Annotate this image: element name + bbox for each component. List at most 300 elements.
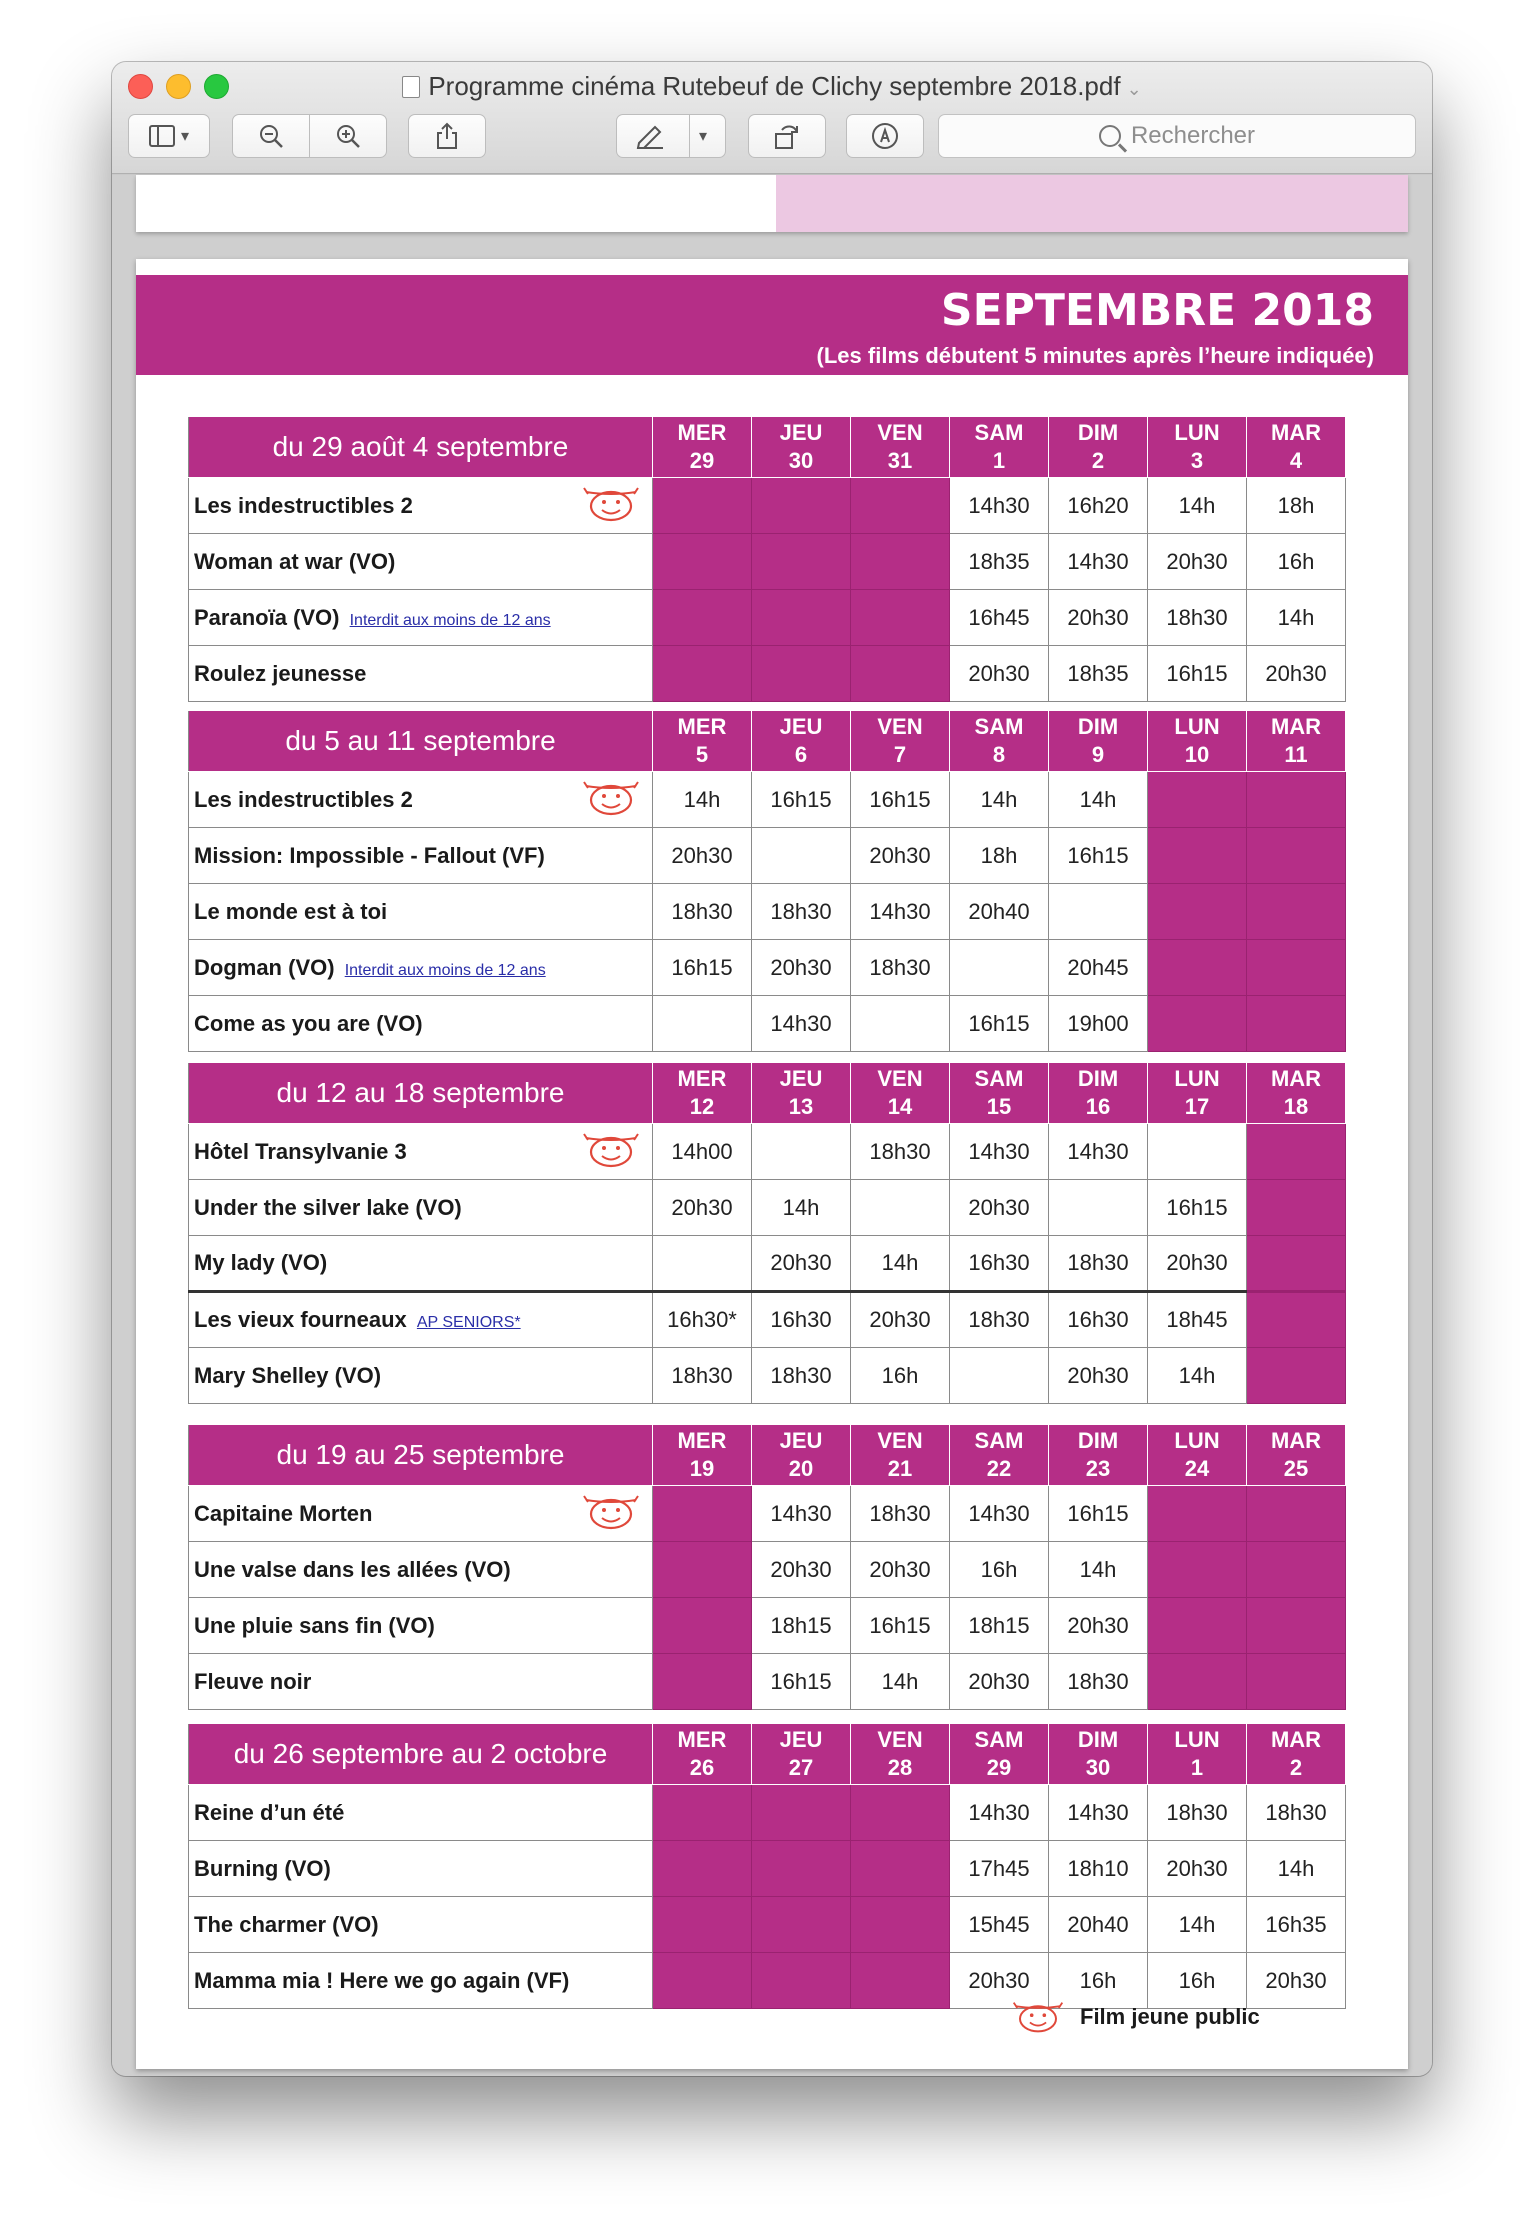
film-title: Une valse dans les allées (VO) bbox=[194, 1556, 511, 1582]
film-title-cell bbox=[189, 1897, 653, 1953]
showtime-cell bbox=[950, 940, 1049, 996]
showtime-cell bbox=[851, 996, 950, 1052]
film-title-cell bbox=[189, 1292, 653, 1348]
showtime-cell bbox=[1148, 772, 1247, 828]
showtime-cell bbox=[851, 1785, 950, 1841]
film-title: My lady (VO) bbox=[194, 1250, 328, 1275]
showtime-cell bbox=[1049, 884, 1148, 940]
day-header: MER 5 bbox=[653, 711, 752, 772]
day-header: SAM 1 bbox=[950, 417, 1049, 478]
showtime-cell: 18h30 bbox=[950, 1292, 1049, 1348]
day-header: MAR 18 bbox=[1247, 1063, 1346, 1124]
showtime-cell: 19h00 bbox=[1049, 996, 1148, 1052]
showtime-cell bbox=[752, 590, 851, 646]
week-label: du 12 au 18 septembre bbox=[189, 1063, 653, 1124]
showtime-cell: 20h30 bbox=[1148, 1236, 1247, 1292]
showtime-cell bbox=[653, 1654, 752, 1710]
film-title: Dogman (VO) bbox=[194, 954, 335, 980]
showtime-cell: 18h30 bbox=[653, 884, 752, 940]
film-title: Woman at war (VO) bbox=[194, 548, 396, 574]
showtime-cell bbox=[1247, 1124, 1346, 1180]
showtime-cell: 18h30 bbox=[1148, 590, 1247, 646]
legend bbox=[1010, 1999, 1260, 2035]
showtime-cell bbox=[752, 478, 851, 534]
film-title-cell bbox=[189, 1348, 653, 1404]
day-header: JEU 6 bbox=[752, 711, 851, 772]
film-title-cell bbox=[189, 1180, 653, 1236]
film-title: Roulez jeunesse bbox=[194, 660, 367, 686]
film-title-cell bbox=[189, 1785, 653, 1841]
showtime-cell: 16h15 bbox=[1148, 646, 1247, 702]
film-title-cell bbox=[189, 590, 653, 646]
showtime-cell bbox=[1148, 828, 1247, 884]
day-header: LUN 1 bbox=[1148, 1724, 1247, 1785]
day-header: SAM 22 bbox=[950, 1425, 1049, 1486]
showtime-cell bbox=[1247, 1292, 1346, 1348]
showtime-cell: 20h30 bbox=[1247, 646, 1346, 702]
film-title-cell bbox=[189, 1598, 653, 1654]
showtime-cell: 18h bbox=[950, 828, 1049, 884]
showtime-cell bbox=[1148, 1598, 1247, 1654]
film-title: Reine d’un été bbox=[194, 1799, 345, 1825]
zoom-in-button[interactable] bbox=[309, 114, 387, 158]
previous-page-band bbox=[776, 175, 1408, 232]
day-header: VEN 28 bbox=[851, 1724, 950, 1785]
showtime-cell bbox=[1148, 1654, 1247, 1710]
showtime-cell: 17h45 bbox=[950, 1841, 1049, 1897]
showtime-cell bbox=[851, 1180, 950, 1236]
showtime-cell: 16h bbox=[1247, 534, 1346, 590]
showtime-cell: 20h30 bbox=[950, 1953, 1049, 2009]
markup-button[interactable] bbox=[616, 114, 726, 158]
showtime-cell: 14h bbox=[1148, 1897, 1247, 1953]
film-title: Burning (VO) bbox=[194, 1855, 331, 1881]
showtime-cell: 16h15 bbox=[1049, 828, 1148, 884]
film-title-cell bbox=[189, 772, 653, 828]
showtime-cell bbox=[1148, 1542, 1247, 1598]
showtime-cell bbox=[851, 478, 950, 534]
showtime-cell: 14h bbox=[653, 772, 752, 828]
showtime-cell: 20h30 bbox=[1148, 1841, 1247, 1897]
week-table bbox=[188, 711, 1346, 1052]
showtime-cell bbox=[1049, 1180, 1148, 1236]
showtime-cell: 20h30 bbox=[1049, 1348, 1148, 1404]
showtime-cell bbox=[653, 1598, 752, 1654]
film-title: Paranoïa (VO) bbox=[194, 604, 340, 630]
showtime-cell: 14h30 bbox=[950, 1785, 1049, 1841]
film-row bbox=[189, 590, 1346, 646]
zoom-in-icon bbox=[335, 123, 361, 149]
showtime-cell bbox=[752, 1897, 851, 1953]
showtime-cell: 20h30 bbox=[950, 646, 1049, 702]
week-table bbox=[188, 1063, 1346, 1404]
showtime-cell bbox=[1148, 884, 1247, 940]
week-label: du 19 au 25 septembre bbox=[189, 1425, 653, 1486]
film-title: Capitaine Morten bbox=[194, 1500, 373, 1526]
film-note-link[interactable]: Interdit aux moins de 12 ans bbox=[344, 961, 546, 979]
showtime-cell: 20h30 bbox=[1049, 590, 1148, 646]
day-header: VEN 14 bbox=[851, 1063, 950, 1124]
preview-window bbox=[112, 62, 1432, 2076]
showtime-cell bbox=[950, 1348, 1049, 1404]
film-title-cell bbox=[189, 1542, 653, 1598]
showtime-cell: 14h bbox=[1148, 478, 1247, 534]
chevron-down-icon: ▾ bbox=[180, 128, 190, 145]
showtime-cell: 18h15 bbox=[950, 1598, 1049, 1654]
day-header: LUN 10 bbox=[1148, 711, 1247, 772]
window-title-text: Programme cinéma Rutebeuf de Clichy septembre 2018.pdf bbox=[428, 71, 1121, 101]
week-table bbox=[188, 1425, 1346, 1710]
showtime-cell: 14h30 bbox=[752, 996, 851, 1052]
film-title: Hôtel Transylvanie 3 bbox=[194, 1138, 407, 1164]
showtime-cell: 18h30 bbox=[752, 884, 851, 940]
showtime-cell bbox=[752, 1953, 851, 2009]
legend-label: Film jeune public bbox=[1080, 2004, 1260, 2029]
showtime-cell: 18h30 bbox=[752, 1348, 851, 1404]
day-header: JEU 30 bbox=[752, 417, 851, 478]
showtime-cell: 20h40 bbox=[950, 884, 1049, 940]
showtime-cell: 16h15 bbox=[950, 996, 1049, 1052]
day-header: DIM 9 bbox=[1049, 711, 1148, 772]
film-row bbox=[189, 1542, 1346, 1598]
showtime-cell: 20h45 bbox=[1049, 940, 1148, 996]
showtime-cell: 18h30 bbox=[653, 1348, 752, 1404]
showtime-cell: 14h bbox=[851, 1236, 950, 1292]
showtime-cell: 18h15 bbox=[752, 1598, 851, 1654]
film-title-cell bbox=[189, 1841, 653, 1897]
showtime-cell: 16h30 bbox=[752, 1292, 851, 1348]
zoom-out-icon bbox=[258, 123, 284, 149]
chevron-down-icon: ▾ bbox=[698, 128, 708, 145]
day-header: MER 26 bbox=[653, 1724, 752, 1785]
day-header: JEU 13 bbox=[752, 1063, 851, 1124]
film-title-cell bbox=[189, 940, 653, 996]
showtime-cell bbox=[653, 1486, 752, 1542]
chevron-down-icon[interactable]: ⌄ bbox=[1126, 79, 1142, 99]
day-header: JEU 20 bbox=[752, 1425, 851, 1486]
showtime-cell: 14h30 bbox=[950, 1486, 1049, 1542]
film-row bbox=[189, 1897, 1346, 1953]
day-header: VEN 7 bbox=[851, 711, 950, 772]
film-row bbox=[189, 1124, 1346, 1180]
showtime-cell: 14h bbox=[752, 1180, 851, 1236]
showtime-cell: 14h00 bbox=[653, 1124, 752, 1180]
showtime-cell: 15h45 bbox=[950, 1897, 1049, 1953]
day-header: MER 12 bbox=[653, 1063, 752, 1124]
showtime-cell: 16h bbox=[1148, 1953, 1247, 2009]
showtime-cell bbox=[851, 1953, 950, 2009]
showtime-cell: 14h bbox=[1247, 1841, 1346, 1897]
day-header: MAR 4 bbox=[1247, 417, 1346, 478]
kid-face-icon bbox=[580, 778, 642, 818]
showtime-cell: 16h45 bbox=[950, 590, 1049, 646]
showtime-cell bbox=[1247, 828, 1346, 884]
film-title: Fleuve noir bbox=[194, 1668, 312, 1694]
showtime-cell bbox=[653, 1897, 752, 1953]
film-row bbox=[189, 1598, 1346, 1654]
week-table bbox=[188, 417, 1346, 702]
showtime-cell: 18h10 bbox=[1049, 1841, 1148, 1897]
showtime-cell: 20h30 bbox=[950, 1180, 1049, 1236]
day-header: SAM 15 bbox=[950, 1063, 1049, 1124]
showtime-cell: 20h30 bbox=[950, 1654, 1049, 1710]
showtime-cell bbox=[851, 1897, 950, 1953]
showtime-cell bbox=[653, 1542, 752, 1598]
pdf-document-icon bbox=[402, 76, 420, 98]
showtime-cell: 16h15 bbox=[752, 772, 851, 828]
showtime-cell: 18h30 bbox=[1049, 1236, 1148, 1292]
showtime-cell bbox=[1247, 1542, 1346, 1598]
showtime-cell: 18h35 bbox=[950, 534, 1049, 590]
document-view[interactable] bbox=[112, 175, 1432, 2076]
showtime-cell: 16h15 bbox=[1049, 1486, 1148, 1542]
film-row bbox=[189, 1236, 1346, 1292]
showtime-cell bbox=[1247, 1348, 1346, 1404]
showtime-cell bbox=[1148, 1486, 1247, 1542]
film-title-cell bbox=[189, 884, 653, 940]
film-row bbox=[189, 1180, 1346, 1236]
sidebar-icon bbox=[149, 125, 175, 147]
month-title: SEPTEMBRE 2018 bbox=[940, 285, 1374, 336]
showtime-cell: 14h30 bbox=[950, 1124, 1049, 1180]
showtime-cell: 14h bbox=[851, 1654, 950, 1710]
film-row bbox=[189, 772, 1346, 828]
month-subtitle: (Les films débutent 5 minutes après l’heure indiquée) bbox=[816, 343, 1374, 368]
showtime-cell: 18h45 bbox=[1148, 1292, 1247, 1348]
showtime-cell bbox=[1247, 940, 1346, 996]
showtime-cell: 18h30 bbox=[851, 940, 950, 996]
showtime-cell bbox=[1247, 884, 1346, 940]
showtime-cell: 20h30 bbox=[752, 940, 851, 996]
film-row bbox=[189, 996, 1346, 1052]
showtime-cell: 20h30 bbox=[1247, 1953, 1346, 2009]
film-title: Mamma mia ! Here we go again (VF) bbox=[194, 1967, 570, 1993]
showtime-cell bbox=[653, 1236, 752, 1292]
day-header: MER 19 bbox=[653, 1425, 752, 1486]
day-header: VEN 21 bbox=[851, 1425, 950, 1486]
film-title-cell bbox=[189, 1486, 653, 1542]
showtime-cell: 14h30 bbox=[752, 1486, 851, 1542]
film-row bbox=[189, 884, 1346, 940]
showtime-cell: 16h bbox=[851, 1348, 950, 1404]
showtime-cell: 16h15 bbox=[851, 772, 950, 828]
kid-face-icon bbox=[1010, 1999, 1066, 2035]
showtime-cell bbox=[851, 646, 950, 702]
film-title: Mary Shelley (VO) bbox=[194, 1362, 382, 1388]
day-header: SAM 29 bbox=[950, 1724, 1049, 1785]
showtime-cell: 14h bbox=[1148, 1348, 1247, 1404]
film-title: Come as you are (VO) bbox=[194, 1010, 423, 1036]
showtime-cell bbox=[752, 828, 851, 884]
film-title-cell bbox=[189, 1953, 653, 2009]
film-row bbox=[189, 1654, 1346, 1710]
film-title-cell bbox=[189, 1124, 653, 1180]
share-icon bbox=[435, 122, 459, 150]
day-header: SAM 8 bbox=[950, 711, 1049, 772]
day-header: LUN 3 bbox=[1148, 417, 1247, 478]
showtime-cell bbox=[752, 1841, 851, 1897]
showtime-cell: 18h30 bbox=[851, 1486, 950, 1542]
showtime-cell bbox=[851, 534, 950, 590]
showtime-cell bbox=[1247, 1180, 1346, 1236]
search-icon bbox=[1099, 125, 1121, 147]
showtime-cell bbox=[1247, 1654, 1346, 1710]
film-row bbox=[189, 940, 1346, 996]
rotate-icon bbox=[772, 122, 802, 150]
showtime-cell bbox=[653, 478, 752, 534]
showtime-cell: 16h15 bbox=[752, 1654, 851, 1710]
film-row bbox=[189, 1292, 1346, 1348]
film-title-cell bbox=[189, 646, 653, 702]
previous-page bbox=[136, 175, 1408, 232]
showtime-cell bbox=[752, 646, 851, 702]
showtime-cell: 14h bbox=[950, 772, 1049, 828]
sidebar-button[interactable] bbox=[128, 114, 210, 158]
showtime-cell bbox=[653, 1841, 752, 1897]
showtime-cell: 20h30 bbox=[851, 1292, 950, 1348]
showtime-cell bbox=[653, 590, 752, 646]
showtime-cell bbox=[1148, 1124, 1247, 1180]
showtime-cell bbox=[752, 534, 851, 590]
kid-face-icon bbox=[580, 1130, 642, 1170]
month-banner bbox=[136, 275, 1408, 375]
day-header: LUN 17 bbox=[1148, 1063, 1247, 1124]
film-title-cell bbox=[189, 478, 653, 534]
showtime-cell: 18h30 bbox=[1247, 1785, 1346, 1841]
film-title: Les indestructibles 2 bbox=[194, 786, 413, 812]
film-title: Les indestructibles 2 bbox=[194, 492, 413, 518]
showtime-cell: 14h bbox=[1049, 1542, 1148, 1598]
film-row bbox=[189, 534, 1346, 590]
search-field[interactable] bbox=[938, 114, 1416, 158]
showtime-cell: 16h bbox=[1049, 1953, 1148, 2009]
showtime-cell: 20h30 bbox=[653, 828, 752, 884]
film-title-cell bbox=[189, 1236, 653, 1292]
film-row bbox=[189, 1841, 1346, 1897]
showtime-cell: 14h30 bbox=[1049, 1785, 1148, 1841]
film-row bbox=[189, 1486, 1346, 1542]
showtime-cell: 20h30 bbox=[752, 1236, 851, 1292]
showtime-cell: 16h30* bbox=[653, 1292, 752, 1348]
day-header: MAR 11 bbox=[1247, 711, 1346, 772]
showtime-cell: 20h30 bbox=[851, 828, 950, 884]
showtime-cell: 20h40 bbox=[1049, 1897, 1148, 1953]
film-row bbox=[189, 828, 1346, 884]
showtime-cell: 14h30 bbox=[1049, 1124, 1148, 1180]
pdf-page bbox=[136, 259, 1408, 2069]
film-note-link[interactable]: AP SENIORS* bbox=[416, 1314, 521, 1331]
annotate-button[interactable] bbox=[846, 114, 924, 158]
showtime-cell: 16h bbox=[950, 1542, 1049, 1598]
day-header: MER 29 bbox=[653, 417, 752, 478]
showtime-cell: 14h30 bbox=[851, 884, 950, 940]
showtime-cell bbox=[1247, 1598, 1346, 1654]
showtime-cell: 16h15 bbox=[653, 940, 752, 996]
showtime-cell bbox=[653, 1953, 752, 2009]
kid-face-icon bbox=[580, 484, 642, 524]
film-title-cell bbox=[189, 996, 653, 1052]
showtime-cell: 18h35 bbox=[1049, 646, 1148, 702]
showtime-cell: 20h30 bbox=[1049, 1598, 1148, 1654]
showtime-cell bbox=[653, 646, 752, 702]
showtime-cell bbox=[653, 1785, 752, 1841]
showtime-cell: 20h30 bbox=[653, 1180, 752, 1236]
day-header: VEN 31 bbox=[851, 417, 950, 478]
showtime-cell: 18h30 bbox=[851, 1124, 950, 1180]
markup-pen-icon bbox=[635, 123, 665, 149]
showtime-cell bbox=[653, 534, 752, 590]
showtime-cell bbox=[653, 996, 752, 1052]
showtime-cell: 14h bbox=[1049, 772, 1148, 828]
day-header: MAR 25 bbox=[1247, 1425, 1346, 1486]
day-header: JEU 27 bbox=[752, 1724, 851, 1785]
showtime-cell: 16h30 bbox=[950, 1236, 1049, 1292]
day-header: DIM 2 bbox=[1049, 417, 1148, 478]
film-title: Under the silver lake (VO) bbox=[194, 1194, 462, 1220]
week-table bbox=[188, 1724, 1346, 2009]
showtime-cell: 18h30 bbox=[1148, 1785, 1247, 1841]
day-header: MAR 2 bbox=[1247, 1724, 1346, 1785]
showtime-cell bbox=[1148, 996, 1247, 1052]
day-header: DIM 23 bbox=[1049, 1425, 1148, 1486]
day-header: LUN 24 bbox=[1148, 1425, 1247, 1486]
showtime-cell: 20h30 bbox=[752, 1542, 851, 1598]
share-button[interactable] bbox=[408, 114, 486, 158]
annotate-icon bbox=[871, 122, 899, 150]
film-title: Les vieux fourneaux bbox=[194, 1307, 407, 1332]
film-title-cell bbox=[189, 1654, 653, 1710]
showtime-cell: 14h bbox=[1247, 590, 1346, 646]
showtime-cell: 18h bbox=[1247, 478, 1346, 534]
window-title bbox=[112, 68, 1432, 107]
film-title: Le monde est à toi bbox=[194, 898, 388, 924]
film-row bbox=[189, 1785, 1346, 1841]
film-title-cell bbox=[189, 534, 653, 590]
showtime-cell bbox=[1247, 996, 1346, 1052]
film-title-cell bbox=[189, 828, 653, 884]
film-row bbox=[189, 646, 1346, 702]
day-header: DIM 30 bbox=[1049, 1724, 1148, 1785]
showtime-cell: 16h30 bbox=[1049, 1292, 1148, 1348]
film-note-link[interactable]: Interdit aux moins de 12 ans bbox=[349, 611, 551, 629]
zoom-out-button[interactable] bbox=[232, 114, 310, 158]
showtime-cell: 14h30 bbox=[1049, 534, 1148, 590]
showtime-cell bbox=[752, 1124, 851, 1180]
showtime-cell: 20h30 bbox=[1148, 534, 1247, 590]
showtime-cell bbox=[1247, 1236, 1346, 1292]
day-header: DIM 16 bbox=[1049, 1063, 1148, 1124]
search-placeholder: Rechercher bbox=[1130, 122, 1256, 149]
film-title: Une pluie sans fin (VO) bbox=[194, 1612, 435, 1638]
showtime-cell: 16h35 bbox=[1247, 1897, 1346, 1953]
showtime-cell bbox=[1247, 772, 1346, 828]
showtime-cell: 16h15 bbox=[851, 1598, 950, 1654]
showtime-cell bbox=[752, 1785, 851, 1841]
showtime-cell: 20h30 bbox=[851, 1542, 950, 1598]
showtime-cell bbox=[851, 590, 950, 646]
showtime-cell: 16h20 bbox=[1049, 478, 1148, 534]
week-label: du 29 août 4 septembre bbox=[189, 417, 653, 478]
film-row bbox=[189, 478, 1346, 534]
film-title: Mission: Impossible - Fallout (VF) bbox=[194, 842, 545, 868]
week-label: du 5 au 11 septembre bbox=[189, 711, 653, 772]
showtime-cell bbox=[851, 1841, 950, 1897]
kid-face-icon bbox=[580, 1492, 642, 1532]
film-row bbox=[189, 1348, 1346, 1404]
showtime-cell bbox=[1247, 1486, 1346, 1542]
title-bar bbox=[112, 62, 1432, 174]
rotate-button[interactable] bbox=[748, 114, 826, 158]
